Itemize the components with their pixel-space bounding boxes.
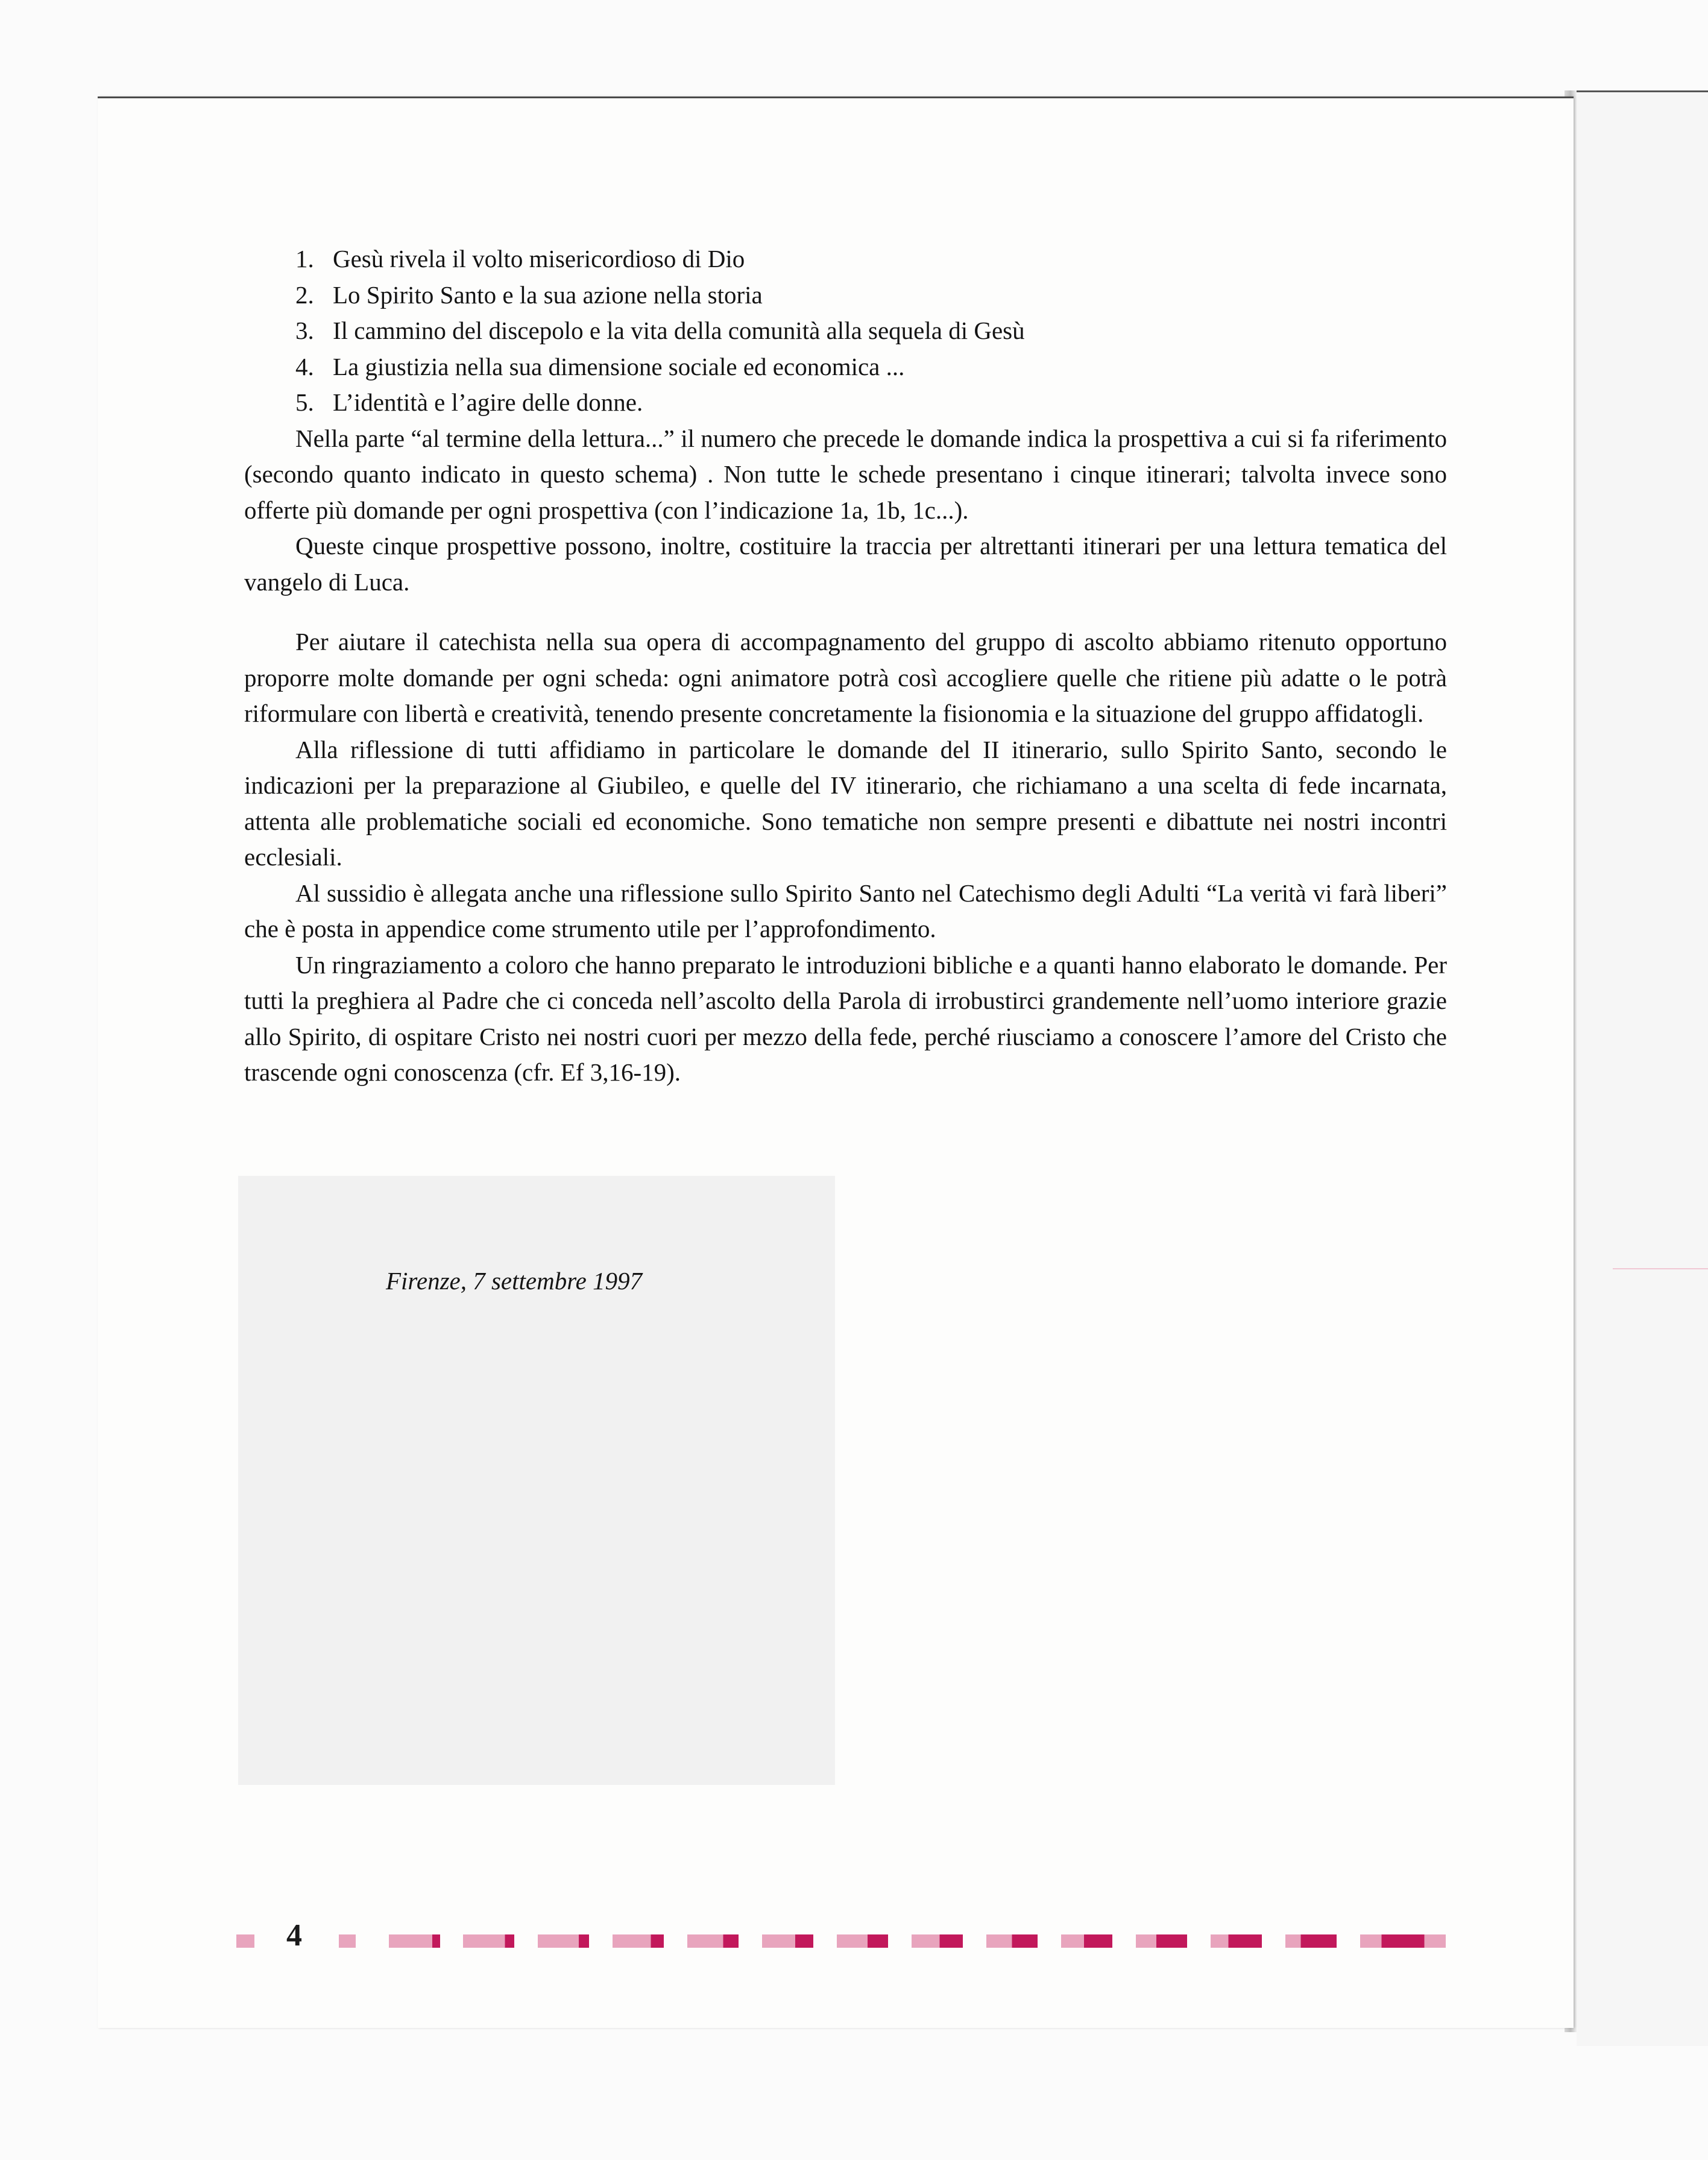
list-item: 2. Lo Spirito Santo e la sua azione nella storia xyxy=(295,280,763,309)
paragraph: Nella parte “al termine della lettura...” il numero che precede le domande indica la prospettiva a cui si fa riferimento (secondo quanto indicato in questo schema) . Non tutte le schede presentano i cinque itinerari; talvolta invece sono offerte più domande per ogni prospettiva (con l’indicazione 1a, 1b, 1c...). xyxy=(244,424,1447,524)
page-body xyxy=(244,241,1447,1091)
list-item: 5. L’identità e l’agire delle donne. xyxy=(295,388,643,416)
paragraph: Al sussidio è allegata anche una riflessione sullo Spirito Santo nel Catechismo degli Adulti “La verità vi farà liberi” che è posta in appendice come strumento utile per l’approfondimento. xyxy=(244,879,1447,943)
footer-segment xyxy=(463,1934,514,1948)
footer-segment xyxy=(986,1934,1038,1948)
paragraph-gap xyxy=(244,600,1447,624)
footer-segment xyxy=(1136,1934,1187,1948)
footer-segment xyxy=(762,1934,813,1948)
footer-segment xyxy=(837,1934,888,1948)
list-item: 1. Gesù rivela il volto misericordioso di Dio xyxy=(295,245,745,273)
itinerary-list xyxy=(244,241,1447,421)
footer-segment xyxy=(236,1934,254,1948)
place-date-signature: Firenze, 7 settembre 1997 xyxy=(386,1267,643,1295)
footer-segment xyxy=(687,1934,739,1948)
list-item: 4. La giustizia nella sua dimensione sociale ed economica ... xyxy=(295,352,905,381)
facing-page-mark xyxy=(1613,1268,1708,1269)
facing-page-edge xyxy=(1577,90,1708,2046)
paragraph: Alla riflessione di tutti affidiamo in particolare le domande del II itinerario, sullo Spirito Santo, secondo le indicazioni per la preparazione al Giubileo, e quelle del IV itinerario, che richiamano a una scelta di fede incarnata, attenta alle problematiche sociali ed economiche. Sono tematiche non sempre presenti e dibattute nei nostri incontri ecclesiali. xyxy=(244,735,1447,871)
footer-segment xyxy=(912,1934,963,1948)
footer-segment xyxy=(1211,1934,1262,1948)
footer-segment xyxy=(389,1934,440,1948)
footer-segment xyxy=(1360,1934,1446,1948)
list-item: 3. Il cammino del discepolo e la vita della comunità alla sequela di Gesù xyxy=(295,317,1025,344)
footer-segment xyxy=(538,1934,589,1948)
footer-segment xyxy=(1061,1934,1112,1948)
paragraph: Per aiutare il catechista nella sua opera di accompagnamento del gruppo di ascolto abbiamo ritenuto opportuno proporre molte domande per ogni scheda: ogni animatore potrà così accogliere quelle che ritiene più adatte o le potrà riformulare con libertà e creatività, tenendo presente concretamente la fisionomia e la situazione del gruppo affidatogli. xyxy=(244,628,1447,727)
footer-segment xyxy=(1285,1934,1337,1948)
footer-segment xyxy=(613,1934,664,1948)
paragraph: Un ringraziamento a coloro che hanno preparato le introduzioni bibliche e a quanti hanno elaborato le domande. Per tutti la preghiera al Padre che ci conceda nell’ascolto della Parola di irrobustirci grandemente nell’uomo interiore grazie allo Spirito, di ospitare Cristo nei nostri cuori per mezzo della fede, perché riusciamo a conoscere l’amore del Cristo che trascende ogni conoscenza (cfr. Ef 3,16-19). xyxy=(244,950,1447,1086)
paragraph: Queste cinque prospettive possono, inoltre, costituire la traccia per altrettanti itinerari per una lettura tematica del vangelo di Luca. xyxy=(244,532,1447,596)
decorative-footer-bar xyxy=(236,1934,1446,1948)
footer-segment xyxy=(339,1934,356,1948)
page-number: 4 xyxy=(286,1918,302,1953)
